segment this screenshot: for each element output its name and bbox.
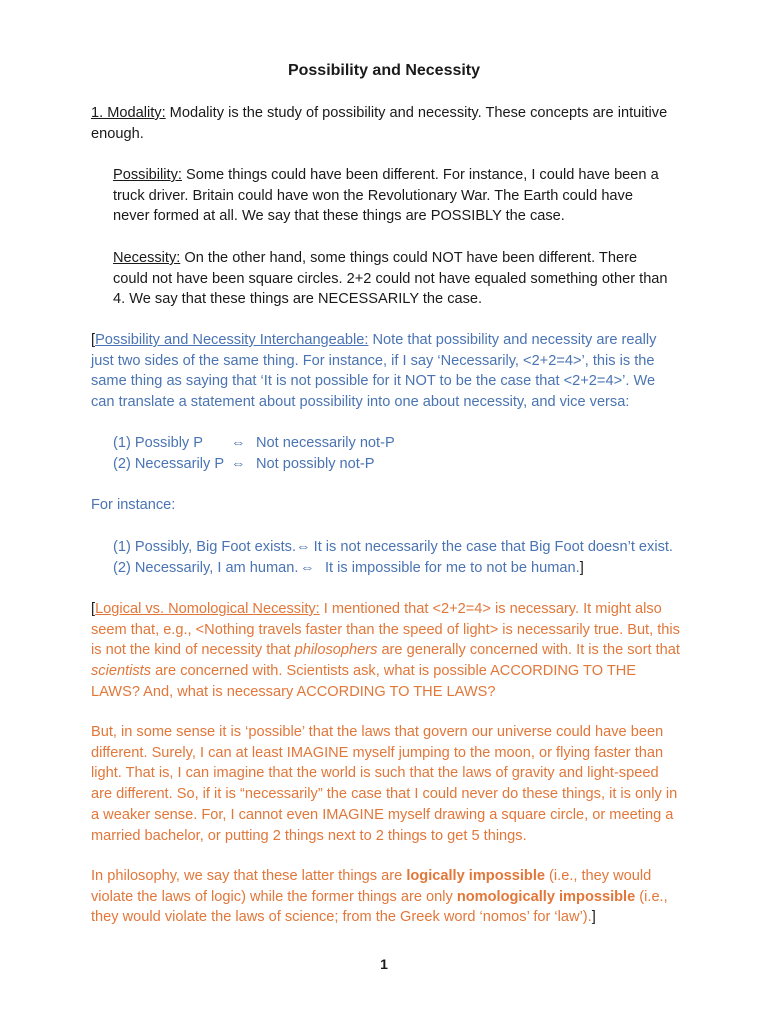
logical-text-a: I mentioned that <2+2=4> is necessary. It might also seem that, e.g., <Nothing travels faster than the speed of light> is necessarily true. But, this is not the kind of necessity that: [91, 601, 680, 659]
possibility-paragraph: [113, 165, 673, 227]
for-instance-label: For instance:: [91, 497, 176, 513]
logical-close-bracket: ]: [591, 909, 596, 926]
example-rhs: It is impossible for me to not be human.: [325, 559, 580, 576]
example-row: [113, 537, 673, 558]
philosophy-text-a: In philosophy, we say that these latter things are: [91, 868, 407, 884]
equivalence-lhs: (2) Necessarily P: [113, 455, 225, 472]
interchange-paragraph: [91, 330, 681, 413]
logical-open-bracket: [: [91, 601, 96, 617]
equivalence-list: [113, 433, 673, 474]
logical-emphasis-scientists: scientists: [91, 663, 152, 680]
interchange-open-bracket: [: [91, 332, 96, 348]
logically-impossible-term: logically impossible: [406, 868, 545, 884]
example-arrow-icon: ⇔: [296, 539, 311, 555]
philosophy-paragraph: [91, 866, 681, 928]
imagine-paragraph: But, in some sense it is ‘possible’ that the laws that govern our universe could have been different. Surely, I can at least IMAGINE myself jumping to the moon, or flying faster than light. That is, I can imagine that the world is such that the laws of gravity and light-speed are different. So, if it is “necessarily” the case that I could never do these things, it is only in a weaker sense. For, I cannot even IMAGINE myself drawing a square circle, or meeting a married bachelor, or putting 2 things next to 2 things to get 5 things.: [91, 724, 678, 844]
interchange-text: Note that possibility and necessity are really just two sides of the same thing. For instance, if I say ‘Necessarily, <2+2=4>’, this is the same thing as saying that ‘It is not possible for it NOT to be the case that <2+2=4>’. We can translate a statement about possibility into one about necessity, and vice versa:: [91, 332, 657, 411]
logical-emphasis-philosophers: philosophers: [294, 642, 378, 659]
page-title: Possibility and Necessity: [287, 62, 481, 79]
example-list: [113, 537, 673, 578]
example-row: [113, 558, 673, 579]
equivalence-rhs: Not necessarily not-P: [256, 435, 395, 451]
necessity-heading: Necessity:: [113, 250, 181, 266]
philosophy-text-b: (i.e., they would violate the laws of logic) while the former things are only: [91, 868, 652, 905]
example-rhs: It is not necessarily the case that Big Foot doesn’t exist.: [313, 539, 673, 555]
example-lhs: (1) Possibly, Big Foot exists.: [113, 539, 297, 555]
equivalence-row: [113, 433, 673, 454]
example-arrow-icon: ⇔: [300, 559, 315, 576]
necessity-text: On the other hand, some things could NOT have been different. There could not have been square circles. 2+2 could not have equaled something other than 4. We say that these things are NECESSARILY the case.: [113, 250, 668, 308]
equivalence-rhs: Not possibly not-P: [256, 455, 375, 472]
example-lhs: (2) Necessarily, I am human.: [113, 559, 299, 576]
logical-heading: Logical vs. Nomological Necessity:: [95, 601, 320, 617]
modality-heading: 1. Modality:: [91, 105, 166, 121]
logical-paragraph: [91, 599, 681, 703]
logical-text-b: are generally concerned with. It is the sort that: [377, 642, 680, 659]
modality-text: Modality is the study of possibility and necessity. These concepts are intuitive enough.: [91, 105, 668, 142]
interchange-close-bracket: ]: [579, 559, 584, 576]
equivalence-arrow-icon: ⇔: [231, 435, 246, 451]
interchange-heading: Possibility and Necessity Interchangeable:: [95, 332, 369, 348]
equivalence-lhs: (1) Possibly P: [113, 435, 204, 451]
equivalence-arrow-icon: ⇔: [231, 455, 246, 472]
page-number: 1: [380, 956, 388, 972]
nomologically-impossible-term: nomologically impossible: [456, 888, 636, 905]
philosophy-text-c: (i.e., they would violate the laws of science; from the Greek word ‘nomos’ for ‘law’).: [91, 888, 668, 926]
equivalence-row: [113, 454, 673, 475]
possibility-heading: Possibility:: [113, 167, 182, 183]
logical-text-c: are concerned with. Scientists ask, what is possible ACCORDING TO THE LAWS? And, what is necessary ACCORDING TO THE LAWS?: [91, 663, 637, 700]
necessity-paragraph: [113, 248, 673, 310]
modality-paragraph: [91, 103, 681, 144]
possibility-text: Some things could have been different. For instance, I could have been a truck driver. Britain could have won the Revolutionary War. The Earth could have never formed at all. We say that these things are POSSIBLY the case.: [113, 167, 659, 225]
